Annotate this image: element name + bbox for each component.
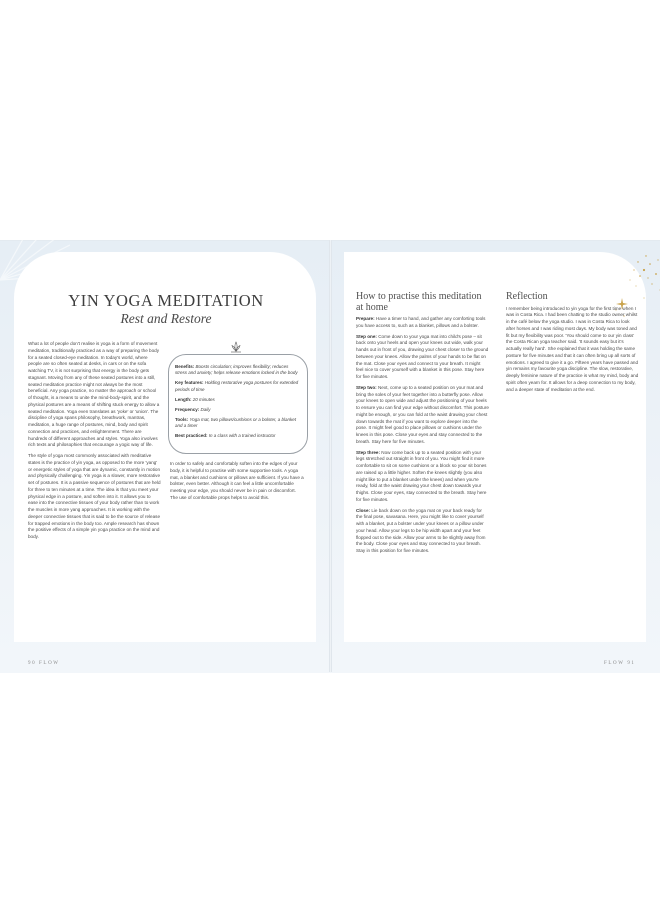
reflection-paragraph: I remember being introduced to yin yoga for the first time when I was in Costa Rica. I had been chatting to the studio owner whilst in the café below the yoga studio. I was in Costa Rica to look after horses and I was riding most days. My body was toned and fit but my flexibility was poor. 'You should come to our yin class' the Costa Rican yoga teacher said. 'It sounds easy but it's actually really hard'. She explained that it was holding the same posture for five minutes and that it can often bring up all sorts of emotions. I agreed to give it a go. Fifteen years have passed and yin remains my favourite yoga discipline. The slow, restorative, deeply feminine nature of the practice is what my mind, body and spirit often yearn for. It allows for a deep connection to my body, and a deeper state of meditation at the end. [506, 305, 639, 392]
intro-paragraph: The style of yoga most commonly associated with meditative states is the practice of yin yoga, as opposed to the more 'yang' or energetic styles of yoga that are dynamic, constantly in motion and physically challenging. Yin yoga is a slower, more restorative set of postures. It is a passive sequence of postures that are held for three to ten minutes at a time. The idea is that you meet your physical edge in a posture, and soften into it. It allows you to ease into the connective tissues of your body rather than to work the muscles in more yang approaches. It is working with the deeper connective tissues that is said to be the source of release for trapped emotions in the body too. Ample research has shown the positive effects of a simple yin yoga practice on the mind and body. [28, 453, 161, 539]
info-length: Length: 20 minutes [175, 396, 215, 402]
reflection-heading: Reflection [506, 291, 548, 302]
intro-paragraph: What a lot of people don't realise is yoga is a form of movement meditation, traditionally practiced as a way of preparing the body for a seated closed-eye meditation. In today's world, where people are so often seated at desks, in cars or on the sofa watching TV, it is not surprising that energy in the body gets stagnant. Moving from any of these seated postures into a still, seated meditation practice might not always be the most beneficial. Any yoga practice, no matter the approach or school of thought, is a means to unite the mind-body-spirit, and the physical postures are a means of shifting stuck energy to allow a seated meditation. Yoga even translates as 'yoke' or 'union'. The discipline of yoga spans philosophy, breathwork, mantras, meditation, a huge range of postures, mind, body and spirit connection and practices, and enlightenment. There are hundreds of different approaches and styles. Yoga also involves rich texts and philosophies that encourage a yogic way of life. [28, 341, 160, 448]
step-prepare: Prepare: Have a timer to hand, and gather any comforting tools you have access to, such as a blanket, pillows and a bolster. [356, 316, 486, 328]
page-subtitle: Rest and Restore [120, 311, 212, 326]
info-benefits: Benefits: Boosts circulation; improves flexibility; reduces stress and anxiety; helps release emotions locked in the body [175, 364, 298, 376]
left-folio: 90 FLOW [28, 661, 60, 666]
info-key-features: Key features: Holding restorative yoga postures for extended periods of time [175, 380, 299, 392]
book-gutter [329, 240, 332, 672]
practice-column [356, 292, 489, 559]
right-folio: FLOW 91 [604, 661, 636, 666]
info-best-practiced: Best practiced: In a class with a trained instructor [175, 433, 276, 439]
lotus-icon [229, 340, 243, 354]
intro-column [28, 341, 161, 545]
step-close: Close: Lie back down on the yoga mat on your back ready for the final pose, savasana. Here, you might like to cover yourself with a blanket, put a bolster under your knees or a pillow under your head. Allow your legs to be hip width apart and your feet flopped out to the side. Allow your arms to be slightly away from the body. Close your eyes and stay connected to your breath. Stay in this position for five minutes. [356, 507, 486, 553]
props-column [170, 461, 304, 506]
practice-heading: How to practise this meditation at home [356, 291, 482, 313]
info-tools: Tools: Yoga mat, two pillows/cushions or a bolster, a blanket and a timer [175, 416, 296, 429]
info-box [168, 354, 308, 454]
step-three: Step three: Now come back up to a seated position with your legs stretched out straight in front of you. You might find it more comfortable to sit on some cushions or a block so your sit bones are raised up a little higher. Soften the knees slightly (you also might like to put a blanket under the knees) and when you're ready, fold at the waist drawing your chest down towards your thighs. Close your eyes, stay connected to the breath. Stay here for five minutes. [356, 449, 487, 502]
step-two: Step two: Next, come up to a seated position on your mat and bring the soles of your feet together into a butterfly pose. Allow your knees to open wide and adjust the positioning of your heels to ensure you can find your edge without discomfort. This posture might be enough, or you can fold at the waist drawing your chest down towards the mat if you want to explore deeper into the pose. It might feel good to place pillows or cushions under the knees in this pose. Close your eyes and stay connected to the breath. Stay here for five minutes. [356, 384, 489, 444]
page-title: YIN YOGA MEDITATION [68, 291, 264, 310]
step-one: Step one: Come down to your yoga mat into child's pose – sit back onto your heels and open your knees out wide, walk your hands out in front of you, drawing your chest closer to the ground between your knees. Allow the palms of your hands to be flat on the mat. Close your eyes and connect to your breath. It might feel nice to cover yourself with a blanket in this pose. Stay here for five minutes. [356, 333, 489, 379]
reflection-column [506, 292, 639, 397]
info-frequency: Frequency: Daily [175, 406, 211, 412]
props-paragraph: In order to safely and comfortably soften into the edges of your body, it is helpful to practise with some supportive tools. A yoga mat, a blanket and cushions or pillows are sufficient. If you have a bolster, even better. Although it can feel a little uncomfortable meeting your edge, you should never be in pain or discomfort. The use of comfortable props helps to avoid this. [170, 461, 304, 500]
